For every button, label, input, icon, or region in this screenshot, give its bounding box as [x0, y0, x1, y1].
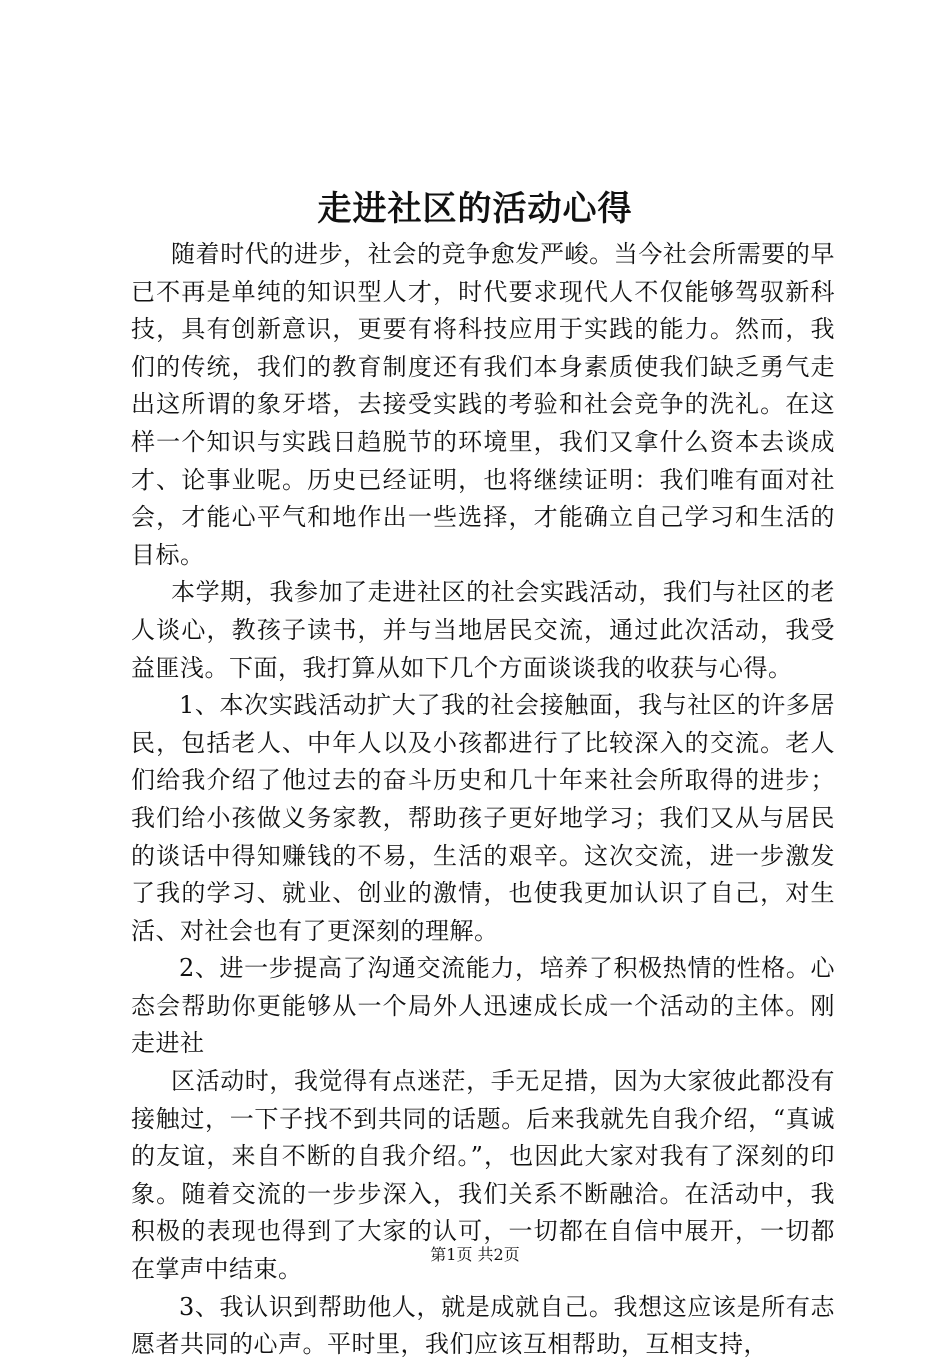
paragraph-point-3: 3、我认识到帮助他人，就是成就自己。我想这应该是所有志愿者共同的心声。平时里，我们应该互相帮助，互相支持，: [131, 1292, 835, 1359]
paragraph-point-1: 1、本次实践活动扩大了我的社会接触面，我与社区的许多居民，包括老人、中年人以及小孩都进行了比较深入的交流。老人们给我介绍了他过去的奋斗历史和几十年来社会所取得的进步；我们给小孩做义务家教，帮助孩子更好地学习；我们又从与居民的谈话中得知赚钱的不易，生活的艰辛。这次交流，进一步激发了我的学习、就业、创业的激情，也使我更加认识了自己，对生活、对社会也有了更深刻的理解。: [131, 691, 835, 945]
paragraph-overview: 本学期，我参加了走进社区的社会实践活动，我们与社区的老人谈心，教孩子读书，并与当地居民交流，通过此次活动，我受益匪浅。下面，我打算从如下几个方面谈谈我的收获与心得。: [131, 578, 835, 682]
paragraph-point-2: 2、进一步提高了沟通交流能力，培养了积极热情的性格。心态会帮助你更能够从一个局外人迅速成长成一个活动的主体。刚走进社: [131, 954, 835, 1058]
document-title: 走进社区的活动心得: [317, 189, 633, 229]
document-body: [131, 236, 835, 1364]
paragraph-point-2-continued: 区活动时，我觉得有点迷茫，手无足措，因为大家彼此都没有接触过，一下子找不到共同的话题。后来我就先自我介绍，“真诚的友谊，来自不断的自我介绍。”，也因此大家对我有了深刻的印象。随着交流的一步步深入，我们关系不断融洽。在活动中，我积极的表现也得到了大家的认可，一切都在自信中展开，一切都在掌声中结束。: [131, 1067, 835, 1284]
page-number-footer: 第1页 共2页: [430, 1245, 520, 1264]
paragraph-intro: 随着时代的进步，社会的竞争愈发严峻。当今社会所需要的早已不再是单纯的知识型人才，时代要求现代人不仅能够驾驭新科技，具有创新意识，更要有将科技应用于实践的能力。然而，我们的传统，我们的教育制度还有我们本身素质使我们缺乏勇气走出这所谓的象牙塔，去接受实践的考验和社会竞争的洗礼。在这样一个知识与实践日趋脱节的环境里，我们又拿什么资本去谈成才、论事业呢。历史已经证明，也将继续证明：我们唯有面对社会，才能心平气和地作出一些选择，才能确立自己学习和生活的目标。: [131, 240, 835, 569]
